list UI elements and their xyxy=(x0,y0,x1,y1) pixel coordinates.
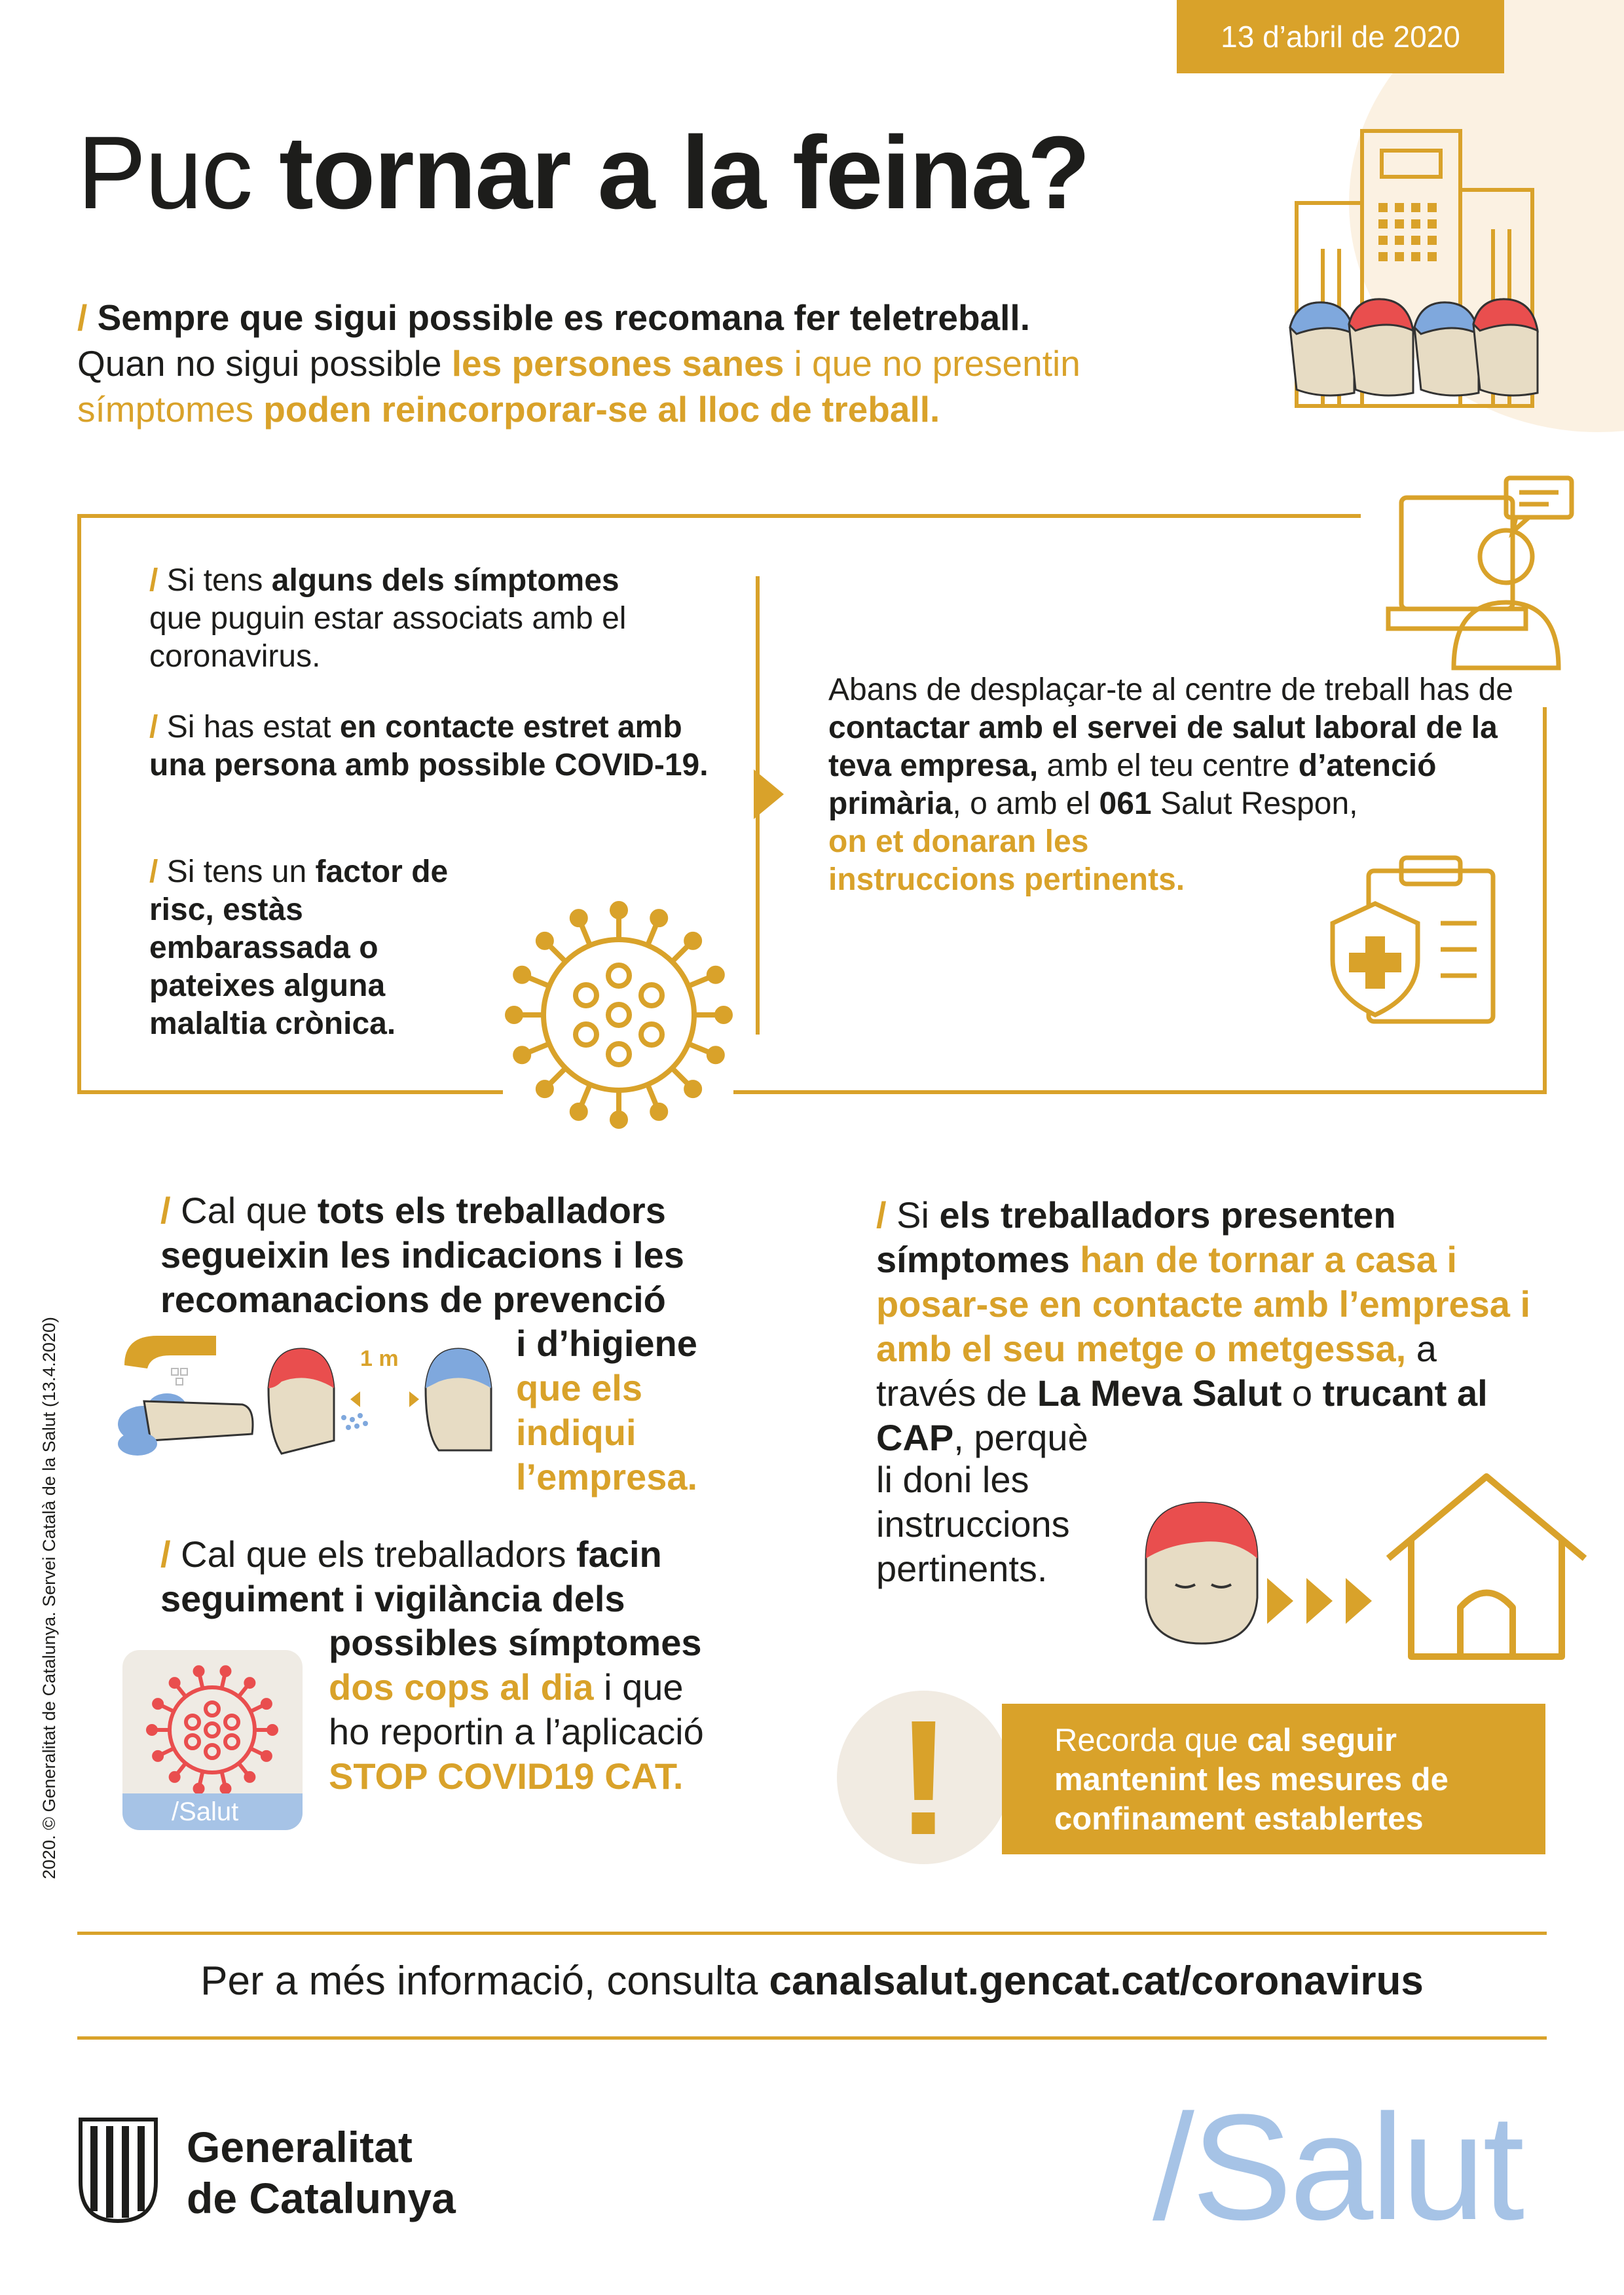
virus-spike-tip xyxy=(148,1726,156,1734)
more-info: Per a més informació, consulta canalsalut.gencat.cat/coronavirus xyxy=(200,1958,1424,2004)
date-text: 13 d’abril de 2020 xyxy=(1221,20,1460,54)
sick-person-icon xyxy=(1136,1493,1267,1650)
divider-top xyxy=(77,1932,1547,1935)
box-right-border xyxy=(1543,707,1547,1094)
virus-spike-tip xyxy=(686,934,699,947)
virus-spike-tip xyxy=(221,1785,229,1793)
virus-spike-tip xyxy=(154,1700,162,1708)
app-label-bar: /Salut xyxy=(122,1793,303,1830)
page-title: Puc tornar a la feina? xyxy=(77,115,1090,230)
salut-logo: /Salut xyxy=(1153,2083,1522,2251)
salut-app-icon xyxy=(122,1650,303,1830)
virus-spike-tip xyxy=(221,1667,229,1675)
box-bottom-border-left xyxy=(77,1090,503,1094)
symptoms-text-cont: li doni les instruccions pertinents. xyxy=(876,1459,1070,1589)
virus-spike-tip xyxy=(195,1785,203,1793)
workers-monitoring-text: / Cal que els treballadors facin seguiment i vigilància dels xyxy=(160,1533,662,1619)
virus-icon xyxy=(501,897,737,1133)
box-left-border xyxy=(77,514,81,1094)
generalitat-name: Generalitat de Catalunya xyxy=(187,2123,456,2222)
box-item-2: / Si has estat en contacte estret amb una persona amb possible COVID-19. xyxy=(149,710,709,782)
virus-spike-tip xyxy=(612,1113,625,1126)
workers-guidelines-text: / Cal que tots els treballadors segueixin les indicacions i les recomanacions de prevenció xyxy=(160,1190,684,1320)
office-building-icon xyxy=(1283,118,1559,432)
virus-spike-tip xyxy=(268,1726,276,1734)
virus-spike-tip xyxy=(652,911,665,925)
more-info-link[interactable]: canalsalut.gencat.cat/coronavirus xyxy=(769,1958,1424,2004)
video-call-icon xyxy=(1375,471,1585,681)
virus-spike-tip xyxy=(195,1667,203,1675)
box-right-text: Abans de desplaçar-te al centre de treball has de contactar amb el servei de salut laboral de la teva empresa, amb el teu centre d’atenció primària, o amb el 061 Salut Respon, on et donaran les instruccions pertinents. xyxy=(828,672,1513,897)
intro-text: / Sempre que sigui possible es recomana fer teletreball. Quan no sigui possible les persones sanes i que no presentin símptomes poden reincorporar-se al lloc de treball. xyxy=(77,297,1080,430)
triple-arrow-icon xyxy=(1267,1575,1378,1627)
divider-bottom xyxy=(77,2036,1547,2040)
virus-spike-tip xyxy=(263,1752,270,1760)
virus-spike-tip xyxy=(709,1048,722,1061)
virus-spike-tip xyxy=(572,911,585,925)
virus-spike-tip xyxy=(612,904,625,917)
box-bottom-border-right xyxy=(733,1090,1547,1094)
virus-spike-tip xyxy=(686,1082,699,1095)
box-top-border xyxy=(77,514,1361,518)
virus-spike-tip xyxy=(538,1082,551,1095)
virus-spike-tip xyxy=(263,1700,270,1708)
virus-spike-tip xyxy=(171,1679,179,1687)
medical-clipboard-icon xyxy=(1323,851,1506,1028)
exclamation-icon: ! xyxy=(837,1691,1010,1864)
virus-spike-tip xyxy=(538,934,551,947)
box-item-1: / Si tens alguns dels símptomes que puguin estar associats amb el coronavirus. xyxy=(149,563,627,674)
date-badge xyxy=(1177,0,1504,73)
app-virus-icon xyxy=(145,1663,280,1797)
virus-spike-tip xyxy=(507,1008,521,1021)
virus-spike-tip xyxy=(709,968,722,982)
virus-spike-tip xyxy=(572,1105,585,1118)
generalitat-logo-icon xyxy=(77,2116,159,2224)
reminder-box: Recorda que cal seguir mantenint les mesures de confinament establertes xyxy=(1002,1704,1545,1854)
box-item-3: / Si tens un factor de risc, estàs embarassada o pateixes alguna malaltia crònica. xyxy=(149,854,449,1041)
virus-spike-tip xyxy=(171,1773,179,1781)
virus-spike-tip xyxy=(515,1048,528,1061)
distance-label: 1 m xyxy=(360,1346,399,1371)
copyright-note: 2020. © Generalitat de Catalunya. Servei Català de la Salut (13.4.2020) xyxy=(39,1317,59,1879)
home-icon xyxy=(1382,1467,1591,1663)
virus-spike-tip xyxy=(246,1773,253,1781)
workers-monitoring-cont: possibles símptomes dos cops al dia i que ho reportin a l’aplicació STOP COVID19 CAT. xyxy=(329,1622,704,1797)
symptoms-text: / Si els treballadors presenten símptomes han de tornar a casa i posar-se en contacte amb l’empresa i amb el seu metge o metgessa, a través de La Meva Salut o trucant al CAP, perquè xyxy=(876,1194,1531,1458)
virus-spike-tip xyxy=(652,1105,665,1118)
virus-spike-tip xyxy=(717,1008,730,1021)
virus-spike-tip xyxy=(515,968,528,982)
intro-line-1: Sempre que sigui possible es recomana fer teletreball. xyxy=(97,297,1030,338)
virus-spike-tip xyxy=(154,1752,162,1760)
people-group-icon xyxy=(1290,299,1538,395)
workers-guidelines-cont: i d’higiene que els indiqui l’empresa. xyxy=(516,1323,698,1497)
virus-spike-tip xyxy=(246,1679,253,1687)
arrow-right-icon xyxy=(754,769,784,819)
